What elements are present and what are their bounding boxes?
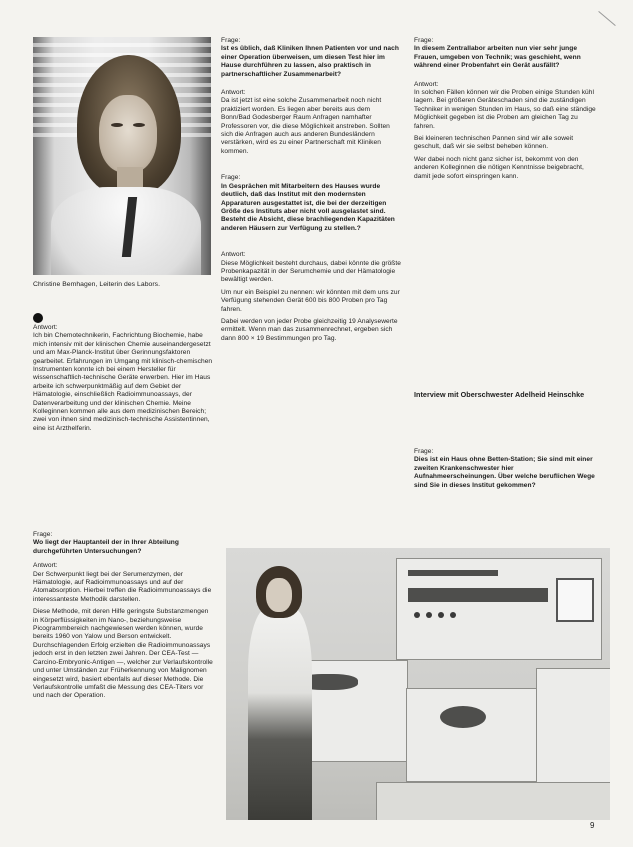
question-text: In Gesprächen mit Mitarbeitern des Hauses wurde deutlich, daß das Institut mit den modernsten Apparaturen ausgestattet ist, die bei der derzeitigen Größe des Instituts aber nicht voll ausgelastet sind. Besteht die Absicht, diese brachliegenden Kapazitäten anderen Häusern zur Verfügung zu stellen.? [221,182,395,232]
question-text: In diesem Zentrallabor arbeiten nun vier sehr junge Frauen, umgeben von Technik; was geschieht, wenn während einer Probenfahrt ein Gerät ausfällt? [414,45,581,70]
question-text: Dies ist ein Haus ohne Betten-Station; Sie sind mit einer zweiten Krankenschwester hier Aufnahmeerscheinungen. Über welche beruflichen Wege sind Sie in dieses Institut gekommen? [414,456,595,489]
answer-label: Antwort: [33,562,58,570]
column-2 [221,37,401,347]
column-1-bottom [33,531,213,705]
bullet-marker [33,313,43,323]
interview-title: Interview mit Oberschwester Adelheid Heinschke [414,390,585,399]
answer-label: Antwort: [33,324,58,331]
page-number: 9 [590,821,595,830]
portrait-caption: Christine Bemhagen, Leiterin des Labors. [33,281,161,288]
answer-text: Ich bin Chemotechnikerin, Fachrichtung Biochemie, habe mich intensiv mit der klinischen Chemie auseinandergesetzt und am Max-Planck-Institut über Gerinnungsfaktoren gearbeitet. Erfahrungen im Umgang mit klinisch-chemischen Instrumenten konnte ich bei einem Hersteller für wissenschaftlich-technische Geräte erwerben. Hier im Haus arbeite ich schwerpunktmäßig auf dem Gebiet der Hämatologie, einschließlich Radioimmunoassays, der Datenverarbeitung und der klinischen Chemie. Meine Kolleginnen kommen alle aus dem medizinischen Bereich; zwei von ihnen sind medizinisch-technische Assistentinnen, eine ist Arzthelferin. [33,332,213,432]
answer-paragraph: In solchen Fällen können wir die Proben einige Stunden kühl lagern. Bei größeren Geräteschaden sind die zuständigen Techniker in wenigen Stunden im Haus, so daß eine ständige Möglichkeit gegeben ist die Proben am gleichen Tag zu fahren. [414,89,596,130]
question-text: Wo liegt der Hauptanteil der in Ihrer Abteilung durchgeführten Untersuchungen? [33,539,179,555]
corner-mark [598,11,615,26]
portrait-photo [33,37,211,275]
answer-label: Antwort: [221,89,246,97]
answer-paragraph: Um nur ein Beispiel zu nennen: wir könnten mit dem uns zur Verfügung stehenden Gerät 600 bis 800 Proben pro Tag fahren. [221,288,400,313]
question-label: Frage: [33,531,53,538]
answer-label: Antwort: [414,80,439,88]
answer-paragraph: Der Schwerpunkt liegt bei der Serumenzymen, der Hämatologie, auf Radioimmunoassays und auf der Atomabsorption. Hierbei treffen die Radioimmunoassays die interessanteste Methodik darstellen. [33,570,212,603]
answer-paragraph: Dabei werden von jeder Probe gleichzeitig 19 Analysewerte ermittelt. Wenn man das zusammenrechnet, ergeben sich dann 800 × 19 Bestimmungen pro Tag. [221,317,398,342]
answer-paragraph: Diese Methode, mit deren Hilfe geringste Substanzmengen in Körperflüssigkeiten im Nano-, beziehungsweise Picogrammbereich nachgewiesen werden können, wurde bereits 1960 von Yalow und Berson entwickelt. Durchschlagenden Erfolg erzielten die Radioimmunoassays jedoch erst in den letzten zwei Jahren. Der CEA-Test — Carcino-Embryonic-Antigen —, welcher zur Verlaufskontrolle und unter Umständen zur Früherkennung von Malignomen eingesetzt wird, basiert ebenfalls auf dieser Methode. Die Verlaufskontrolle umfaßt die Messung des CEA-Titers vor und nach der Operation. [33,608,213,700]
column-1-top [33,324,213,437]
question-label: Frage: [414,448,434,455]
lab-photo [226,548,610,820]
answer-text: Da ist jetzt ist eine solche Zusammenarbeit noch nicht praktiziert worden. Es liegen aber bereits aus dem Bonn/Bad Godesberger Raum Anfragen namhafter Professoren vor, die diese Möglichkeit anstreben. Sollten sich die Anfragen auch aus anderen Bundesländern verstärken, wird es zu einer Partnerschaft mit Kliniken kommen. [221,97,390,155]
answer-paragraph: Diese Möglichkeit besteht durchaus, dabei könnte die größte Probenkapazität in der Serumchemie und der Hämatologie bewältigt werden. [221,259,401,284]
question-text: Ist es üblich, daß Kliniken Ihnen Patienten vor und nach einer Operation überweisen, um diesen Test hier im Hause durchführen zu lassen, also praktisch in partnerschaftlicher Zusammenarbeit? [221,45,399,78]
column-3-bottom [414,448,596,494]
answer-paragraph: Bei kleineren technischen Pannen sind wir alle soweit geschult, daß wir sie selbst beheben können. [414,135,574,151]
answer-paragraph: Wer dabei noch nicht ganz sicher ist, bekommt von den anderen Kolleginnen die nötigen Kenntnisse beigebracht, damit jede sofort einspringen kann. [414,155,584,180]
question-label: Frage: [221,174,241,182]
answer-label: Antwort: [221,251,246,259]
question-label: Frage: [414,37,434,44]
question-label: Frage: [221,37,241,44]
column-3 [414,37,596,185]
